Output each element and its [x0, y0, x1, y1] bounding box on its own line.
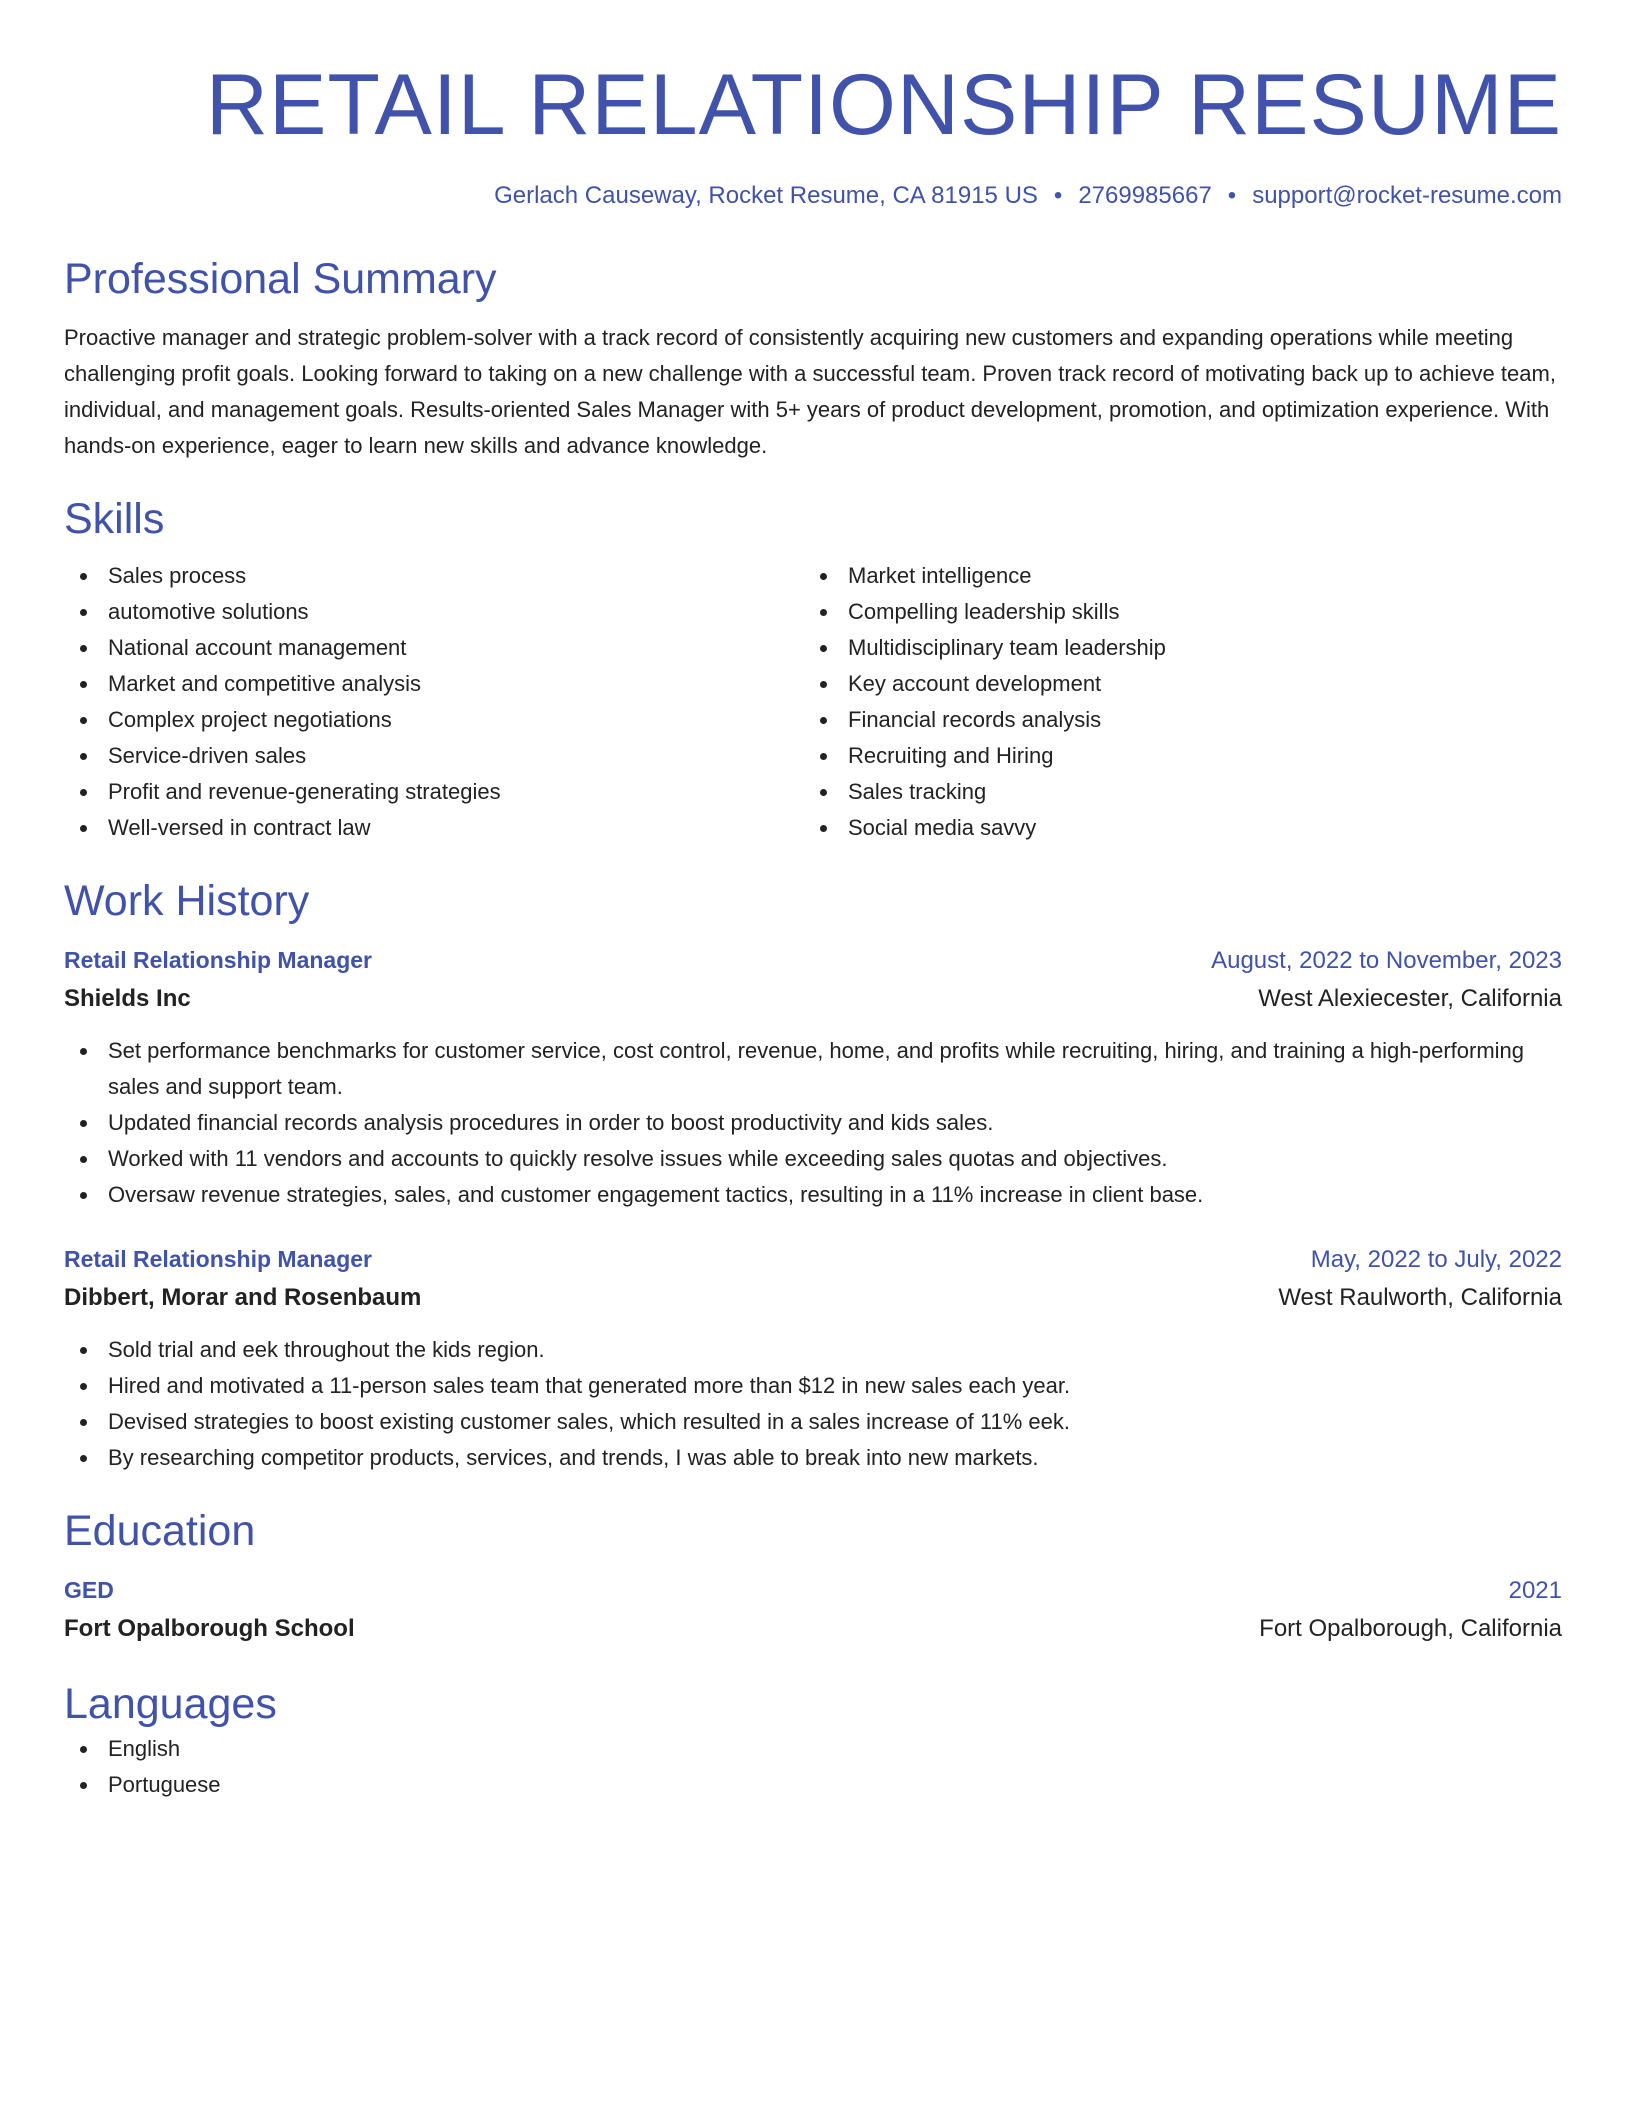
contact-address: Gerlach Causeway, Rocket Resume, CA 81915 US: [494, 182, 1038, 209]
summary-heading: Professional Summary: [64, 255, 497, 303]
skill-item: Market intelligence: [804, 558, 1544, 594]
education-heading: Education: [64, 1507, 256, 1555]
job-bullet: By researching competitor products, services, and trends, I was able to break into new markets.: [64, 1440, 1562, 1476]
job-bullet: Oversaw revenue strategies, sales, and customer engagement tactics, resulting in a 11% increase in client base.: [64, 1177, 1562, 1213]
contact-phone[interactable]: 2769985667: [1078, 182, 1212, 209]
language-item: Portuguese: [64, 1767, 1562, 1803]
skill-item: Profit and revenue-generating strategies: [64, 774, 804, 810]
language-item: English: [64, 1731, 1562, 1767]
job-dates: August, 2022 to November, 2023: [1211, 947, 1562, 974]
job-bullet: Sold trial and eek throughout the kids region.: [64, 1332, 1562, 1368]
languages-heading: Languages: [64, 1680, 277, 1728]
contact-line: [64, 180, 1562, 212]
education-section: [64, 1504, 1562, 1649]
resume-page: [64, 50, 1562, 1803]
job-title: Retail Relationship Manager: [64, 1246, 373, 1272]
job-bullet: Worked with 11 vendors and accounts to quickly resolve issues while exceeding sales quotas and objectives.: [64, 1141, 1562, 1177]
education-location: Fort Opalborough, California: [1259, 1615, 1562, 1642]
education-degree: GED: [64, 1577, 114, 1603]
education-entry: [64, 1572, 1562, 1649]
skill-item: Service-driven sales: [64, 738, 804, 774]
languages-section: [64, 1677, 1562, 1803]
skill-item: Well-versed in contract law: [64, 810, 804, 846]
skill-item: Recruiting and Hiring: [804, 738, 1544, 774]
skill-item: Social media savvy: [804, 810, 1544, 846]
education-degree-row: [64, 1572, 1562, 1609]
page-title: RETAIL RELATIONSHIP RESUME: [205, 57, 1562, 153]
skills-list-left: [64, 558, 804, 846]
skill-item: Sales process: [64, 558, 804, 594]
job-bullets: [64, 1332, 1562, 1476]
skills-section: [64, 492, 1562, 846]
job-employer-row: [64, 1278, 1562, 1318]
contact-email[interactable]: support@rocket-resume.com: [1252, 182, 1562, 209]
job-title-row: [64, 942, 1562, 979]
education-school: Fort Opalborough School: [64, 1615, 355, 1642]
resume-header: [64, 50, 1562, 212]
skills-grid: [64, 558, 1562, 846]
job-employer: Shields Inc: [64, 985, 191, 1012]
summary-text: Proactive manager and strategic problem-solver with a track record of consistently acquiring new customers and expanding operations while meeting challenging profit goals. Looking forward to taking on a new challenge with a successful team. Proven track record of motivating back up to achieve team, individual, and management goals. Results-oriented Sales Manager with 5+ years of product development, promotion, and optimization experience. With hands-on experience, eager to learn new skills and advance knowledge.: [64, 325, 1556, 458]
education-school-row: [64, 1609, 1562, 1649]
job-dates: May, 2022 to July, 2022: [1310, 1246, 1562, 1273]
skill-item: Complex project negotiations: [64, 702, 804, 738]
summary-section: [64, 252, 1562, 464]
skills-heading: Skills: [64, 495, 165, 543]
job-title: Retail Relationship Manager: [64, 947, 373, 973]
job-employer: Dibbert, Morar and Rosenbaum: [64, 1284, 422, 1311]
contact-separator: •: [1053, 182, 1063, 209]
contact-separator: •: [1227, 182, 1237, 209]
job-bullet: Devised strategies to boost existing customer sales, which resulted in a sales increase of 11% eek.: [64, 1404, 1562, 1440]
skill-item: National account management: [64, 630, 804, 666]
languages-list: [64, 1731, 1562, 1803]
work-history-heading: Work History: [64, 877, 310, 925]
job-bullets: [64, 1033, 1562, 1213]
job-title-row: [64, 1241, 1562, 1278]
job-entry: [64, 1241, 1562, 1476]
job-employer-row: [64, 979, 1562, 1019]
skill-item: Key account development: [804, 666, 1544, 702]
skill-item: Compelling leadership skills: [804, 594, 1544, 630]
job-entry: [64, 942, 1562, 1213]
education-year: 2021: [1508, 1577, 1562, 1604]
skill-item: Financial records analysis: [804, 702, 1544, 738]
job-bullet: Set performance benchmarks for customer service, cost control, revenue, home, and profits while recruiting, hiring, and training a high-performing sales and support team.: [64, 1033, 1562, 1105]
job-bullet: Updated financial records analysis procedures in order to boost productivity and kids sales.: [64, 1105, 1562, 1141]
job-location: West Raulworth, California: [1278, 1284, 1562, 1311]
job-bullet: Hired and motivated a 11-person sales team that generated more than $12 in new sales each year.: [64, 1368, 1562, 1404]
skills-list-right: [804, 558, 1544, 846]
skill-item: Multidisciplinary team leadership: [804, 630, 1544, 666]
work-history-section: [64, 874, 1562, 1476]
skill-item: automotive solutions: [64, 594, 804, 630]
job-location: West Alexiecester, California: [1258, 985, 1562, 1012]
skill-item: Market and competitive analysis: [64, 666, 804, 702]
skill-item: Sales tracking: [804, 774, 1544, 810]
